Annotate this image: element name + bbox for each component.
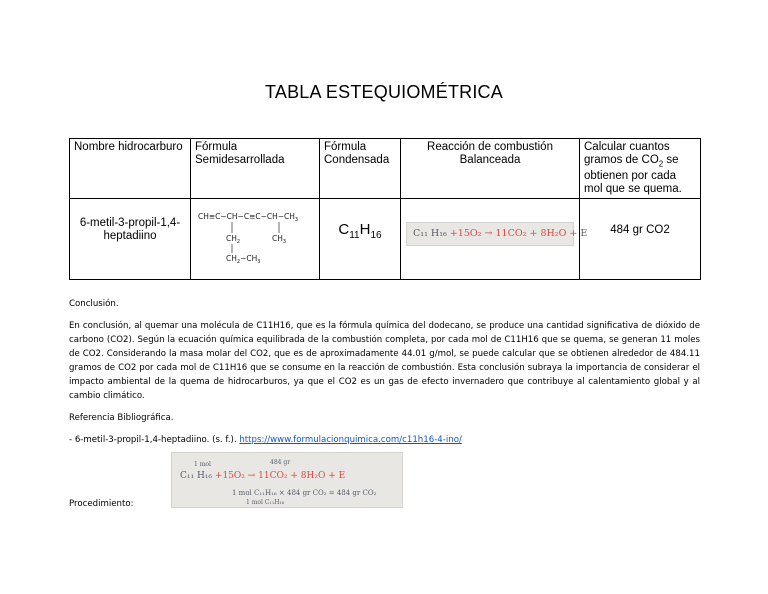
note-1-mol: 1 mol [194,461,211,468]
cell-semidesarrollada [191,199,320,280]
header-nombre: Nombre hidrocarburo [70,139,191,199]
table-header-row [70,139,701,199]
conclusion-heading: Conclusión. [69,299,119,309]
reference-entry [69,433,700,447]
main-chain: $CH\equiv C-CH-C\equiv C-CH-CH_3$ [198,212,299,224]
branch-propyl-end: $CH_2-CH_3$ [226,254,261,266]
branch-ch3: $CH_3$ [272,234,287,246]
cell-resultado [580,199,701,280]
condensed-formula: $C_{11}H_{16}$ [338,221,382,242]
table-row [70,199,701,280]
reaction-handwriting: C₁₁ H₁₆ +15O₂ → 11CO₂ + 8H₂O + E [413,228,588,240]
conclusion-body: En conclusión, al quemar una molécula de C11H16, que es la fórmula química del dodecano, se produce una cantidad significativa de dióxido de carbono (CO2). Según la ecuación química equilibrada de la combustión completa, por cada mol de C11H16 que se quema, se generan 11 moles de CO2. Considerando la masa molar del CO2, que es de aproximadamente 44.01 g/mol, se puede calcular que se obtienen alrededor de 484.11 gramos de CO2 por cada mol de C11H16 que se consume en la reacción de combustión. Esta conclusión subraya la importancia de considerar el impacto ambiental de la quema de hidrocarburos, ya que el CO2 es un gas de efecto invernadero que contribuye al calentamiento global y al cambio climático. [69,321,700,401]
reaction-photo [406,222,588,246]
hydrocarbon-name: 6-metil-3-propil-1,4-heptadiino [79,217,181,243]
cell-condensada [320,199,401,280]
cell-reaccion [401,199,588,280]
procedure-calculation-denominator: 1 mol C₁₁H₁₆ [246,499,285,506]
stoichiometry-table [69,138,701,280]
branch-ch2: $CH_2$ [226,234,241,246]
result-value: 484 gr CO2 [610,224,670,237]
reference-text: - 6-metil-3-propil-1,4-heptadiino. (s. f.). [69,435,240,445]
note-484-gr: 484 gr [270,459,291,466]
cell-nombre [70,199,191,280]
procedure-equation: C₁₁ H₁₆ +15O₂ → 11CO₂ + 8H₂O + E [180,471,346,481]
structural-formula [196,205,314,269]
procedure-calculation: 1 mol C₁₁H₁₆ × 484 gr CO₂ = 484 gr CO₂ [232,489,377,497]
page-title: TABLA ESTEQUIOMÉTRICA [265,82,503,102]
reference-heading: Referencia Bibliográfica. [69,413,174,423]
header-reaccion: Reacción de combustión Balanceada [401,139,580,199]
procedure-photo [171,452,403,508]
header-semidesarrollada: Fórmula Semidesarrollada [191,139,320,199]
reference-link[interactable]: https://www.formulacionquimica.com/c11h16-4-ino/ [239,435,462,445]
header-calcular: Calcular cuantos gramos de $CO_2$ se obtienen por cada mol que se quema. [580,139,701,199]
procedure-label: Procedimiento: [69,499,134,509]
structural-formula-drawing [196,205,314,269]
header-condensada: Fórmula Condensada [320,139,401,199]
